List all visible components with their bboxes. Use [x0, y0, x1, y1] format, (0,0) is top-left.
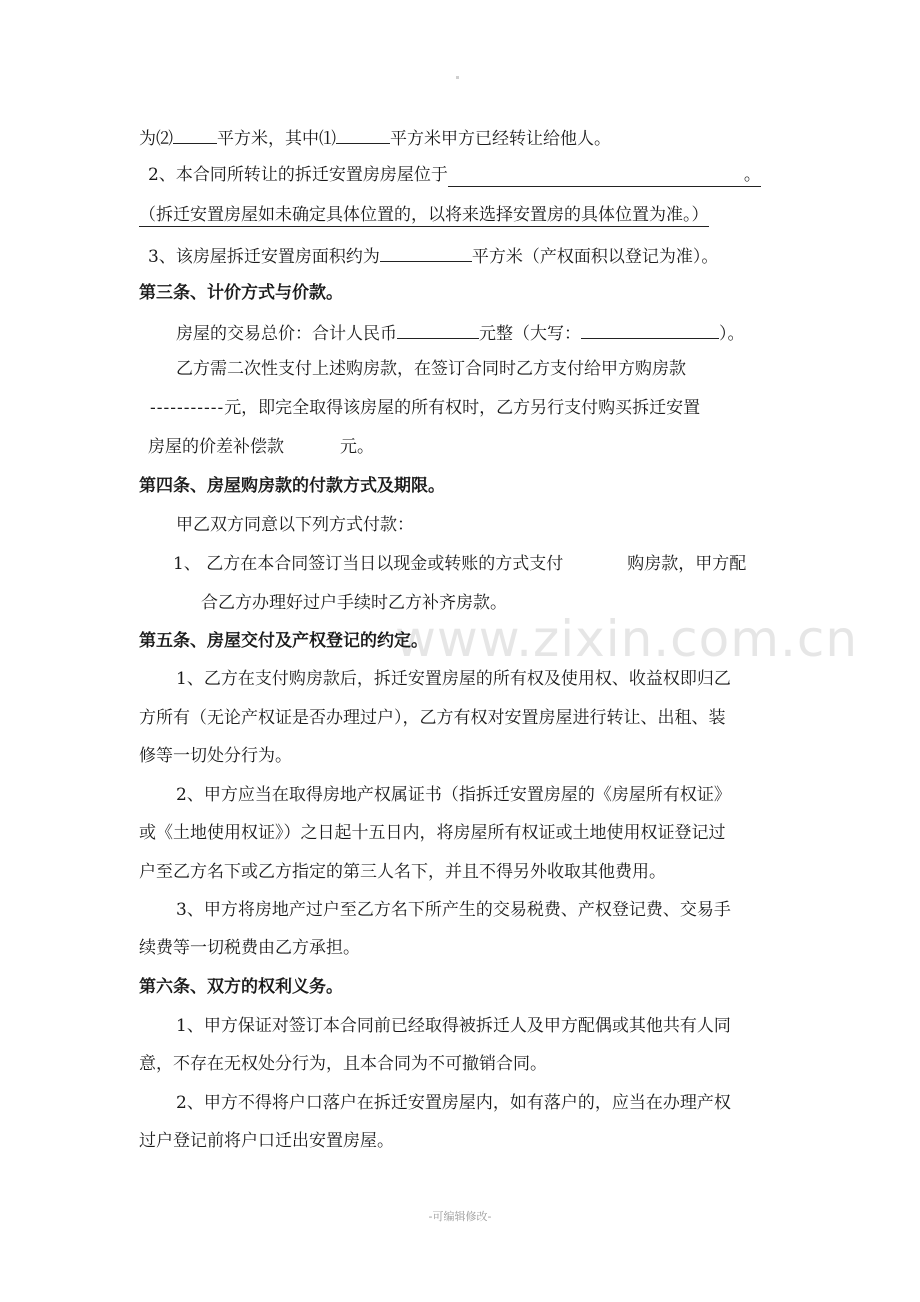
text-segment: 2、本合同所转让的拆迁安置房房屋位于 — [148, 165, 448, 185]
text-segment: 元。 — [340, 437, 374, 457]
watermark: www.zixin.com.cn — [395, 610, 859, 668]
text-segment: 房屋的交易总价：合计人民币 — [176, 324, 397, 344]
text-segment: 购房款，甲方配 — [627, 554, 747, 574]
payment-item-1-cont: 合乙方办理好过户手续时乙方补齐房款。 — [201, 593, 507, 613]
total-price-line — [176, 320, 745, 345]
text-segment: 元，即完全取得该房屋的所有权时，乙方另行支付购买拆迁安置 — [224, 398, 701, 418]
blank-field — [173, 125, 217, 144]
text-segment: 元整（大写： — [479, 324, 581, 344]
text-segment: 平方米甲方已经转让给他人。 — [390, 129, 611, 149]
dash-blank: ----------- — [150, 398, 225, 418]
text-segment: 为⑵ — [139, 129, 173, 149]
payment-line-2 — [150, 397, 700, 419]
blank-field — [380, 243, 472, 262]
clause-6-1-end: 意，不存在无权处分行为，且本合同为不可撤销合同。 — [139, 1054, 547, 1074]
page-dot — [456, 76, 459, 79]
clause-6-2: 2、甲方不得将户口落户在拆迁安置房屋内，如有落户的，应当在办理产权 — [176, 1093, 731, 1113]
clause-5-2-cont: 或《土地使用权证》）之日起十五日内，将房屋所有权证或土地使用权证登记过 — [139, 823, 726, 843]
clause-5-2: 2、甲方应当在取得房地产权属证书（指拆迁安置房屋的《房屋所有权证》 — [176, 785, 731, 805]
payment-method-intro: 甲乙双方同意以下列方式付款： — [176, 515, 414, 535]
location-line — [148, 164, 761, 186]
blank-field — [397, 320, 479, 339]
payment-line: 乙方需二次性支付上述购房款，在签订合同时乙方支付给甲方购房款 — [176, 359, 686, 379]
clause-6-2-end: 过户登记前将户口迁出安置房屋。 — [139, 1131, 394, 1151]
underlined-note: （拆迁安置房屋如未确定具体位置的，以将来选择安置房的具体位置为准。） — [139, 205, 709, 225]
blank-field — [581, 320, 719, 339]
clause-5-3: 3、甲方将房地产过户至乙方名下所产生的交易税费、产权登记费、交易手 — [176, 900, 731, 920]
blank-field: 。 — [448, 165, 761, 187]
size-line — [148, 243, 718, 268]
clause-5-1-cont: 方所有（无论产权证是否办理过户），乙方有权对安置房屋进行转让、出租、装 — [139, 708, 726, 728]
text-segment: 房屋的价差补偿款 — [148, 437, 284, 457]
article-6-heading: 第六条、双方的权利义务。 — [139, 977, 343, 997]
clause-5-3-end: 续费等一切税费由乙方承担。 — [139, 938, 360, 958]
clause-5-2-end: 户至乙方名下或乙方指定的第三人名下，并且不得另外收取其他费用。 — [139, 862, 666, 882]
location-note — [139, 204, 709, 226]
text-segment: ）。 — [719, 324, 745, 344]
clause-6-1: 1、甲方保证对签订本合同前已经取得被拆迁人及甲方配偶或其他共有人同 — [176, 1016, 731, 1036]
area-line — [139, 125, 611, 150]
article-4-heading: 第四条、房屋购房款的付款方式及期限。 — [139, 476, 445, 496]
blank-field — [336, 125, 390, 144]
text-segment: 平方米（产权面积以登记为准）。 — [471, 247, 719, 267]
clause-5-1: 1、乙方在支付购房款后，拆迁安置房屋的所有权及使用权、收益权即归乙 — [176, 669, 731, 689]
clause-5-1-end: 修等一切处分行为。 — [139, 746, 292, 766]
text-segment: 1、 乙方在本合同签订当日以现金或转账的方式支付 — [173, 554, 564, 574]
article-3-heading: 第三条、计价方式与价款。 — [139, 283, 343, 303]
price-difference-line — [148, 436, 374, 458]
page-footer: -可编辑修改- — [428, 1210, 492, 1223]
article-5-heading: 第五条、房屋交付及产权登记的约定。 — [139, 631, 428, 651]
text-segment: 平方米，其中⑴ — [217, 129, 336, 149]
text-segment: 3、该房屋拆迁安置房面积约为 — [148, 247, 380, 267]
payment-item-1 — [173, 553, 746, 575]
